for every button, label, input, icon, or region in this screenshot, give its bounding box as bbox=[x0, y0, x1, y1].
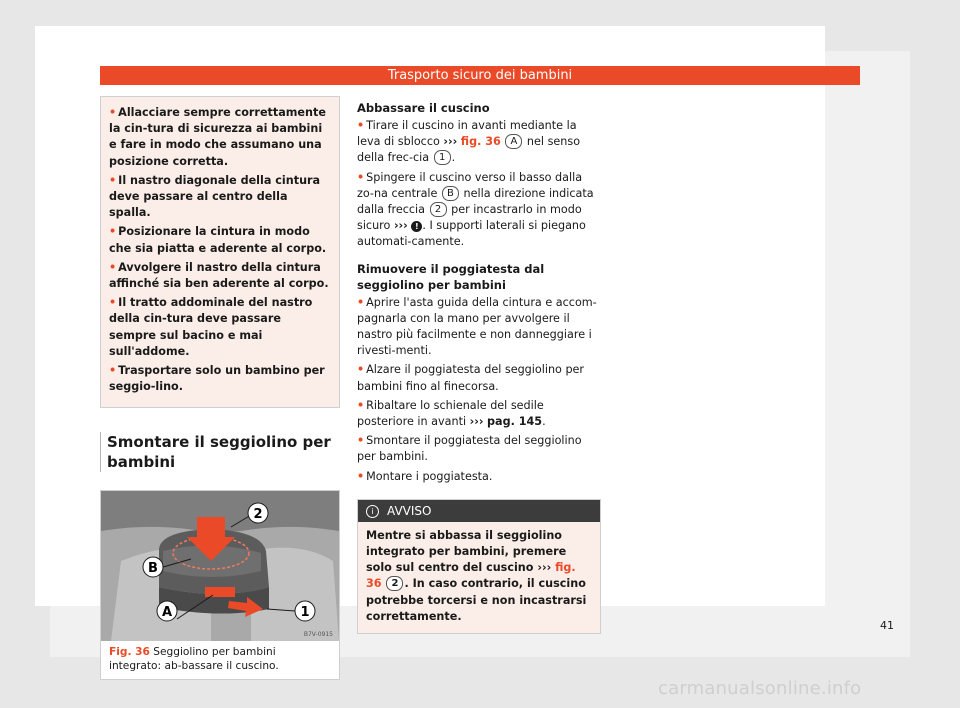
watermark: carmanualsonline.info bbox=[658, 678, 862, 699]
label-badge-2: 2 bbox=[386, 576, 403, 591]
svg-text:1: 1 bbox=[300, 605, 310, 621]
caption-text: Seggiolino per bambini integrato: ab-bassare il cuscino. bbox=[109, 646, 279, 673]
warning-item: • Trasportare solo un bambino per seggio-lino. bbox=[109, 364, 325, 394]
label-badge-A: A bbox=[505, 134, 522, 149]
info-icon: i bbox=[366, 505, 379, 518]
warning-icon[interactable]: ! bbox=[411, 221, 422, 232]
warning-list-box bbox=[100, 96, 340, 408]
step-pull-cushion: • Tirare il cuscino in avanti mediante la leva di sblocco ››› fig. 36 A nel senso della frec-cia 1 . bbox=[357, 119, 581, 165]
label-badge-B: B bbox=[442, 186, 459, 201]
page-header: Trasporto sicuro dei bambini bbox=[100, 66, 860, 85]
notice-body: Mentre si abbassa il seggiolino integrato per bambini, premere solo sul centro del cuscino ››› fig. 36 2 . In caso contrario, il cuscino potrebbe torcersi e non incastrarsi correttamente. bbox=[366, 528, 587, 623]
step-raise-headrest: • Alzare il poggiatesta del seggiolino per bambini fino al finecorsa. bbox=[357, 363, 585, 393]
middle-column bbox=[357, 100, 601, 634]
step-mount-headrests: • Montare i poggiatesta. bbox=[357, 469, 493, 483]
left-column bbox=[100, 96, 340, 680]
caption-figure-ref: Fig. 36 bbox=[109, 646, 150, 659]
callout-1 bbox=[295, 601, 315, 621]
notice-fig-link[interactable]: fig. 36 bbox=[366, 561, 576, 591]
warning-item: • Allacciare sempre correttamente la cin-tura di sicurezza ai bambini e fare in modo che assumano una posizione corretta. bbox=[109, 106, 326, 168]
step-open-belt-guide: • Aprire l'asta guida della cintura e accom-pagnarla con la mano per avvolgere il nastro più facilmente e non danneggiare i rivesti-menti. bbox=[357, 295, 597, 358]
figure-36 bbox=[100, 490, 340, 680]
svg-text:2: 2 bbox=[253, 507, 263, 523]
section-title: Smontare il seggiolino per bambini bbox=[100, 432, 340, 472]
heading-remove-headrest: Rimuovere il poggiatesta dal seggiolino per bambini bbox=[357, 261, 545, 292]
step-fold-backrest: • Ribaltare lo schienale del sedile posteriore in avanti ››› pag. 145. bbox=[357, 398, 546, 429]
warning-item: • Posizionare la cintura in modo che sia piatta e aderente al corpo. bbox=[109, 225, 327, 255]
warning-item: • Il tratto addominale del nastro della cin-tura deve passare sempre sul bacino e mai sull'addome. bbox=[109, 296, 313, 358]
armrest-illustration bbox=[101, 491, 339, 641]
figure-caption bbox=[101, 641, 339, 679]
notice-header: i AVVISO bbox=[358, 500, 600, 522]
notice-box bbox=[357, 499, 601, 634]
callout-B bbox=[143, 557, 163, 577]
label-badge-1: 1 bbox=[434, 150, 451, 165]
label-badge-2: 2 bbox=[430, 202, 447, 217]
heading-lower-cushion: Abbassare il cuscino bbox=[357, 101, 490, 115]
callout-2 bbox=[248, 503, 268, 523]
fig-link[interactable]: fig. 36 bbox=[460, 135, 501, 149]
step-remove-headrest: • Smontare il poggiatesta del seggiolino per bambini. bbox=[357, 434, 582, 464]
figure-code: B7V-0915 bbox=[303, 631, 333, 639]
warning-item: • Il nastro diagonale della cintura deve passare al centro della spalla. bbox=[109, 173, 321, 220]
page-link[interactable]: pag. 145 bbox=[487, 415, 543, 429]
svg-text:B: B bbox=[148, 561, 158, 577]
callout-A bbox=[157, 601, 177, 621]
warning-item: • Avvolgere il nastro della cintura affinché sia ben aderente al corpo. bbox=[109, 260, 329, 291]
page-number: 41 bbox=[880, 619, 894, 632]
step-push-cushion: • Spingere il cuscino verso il basso dalla zo-na centrale B nella direzione indicata dalla freccia 2 per incastrarlo in modo sicuro ››› ! . I supporti laterali si piegano automati-camente. bbox=[357, 170, 594, 249]
svg-text:A: A bbox=[161, 605, 173, 621]
